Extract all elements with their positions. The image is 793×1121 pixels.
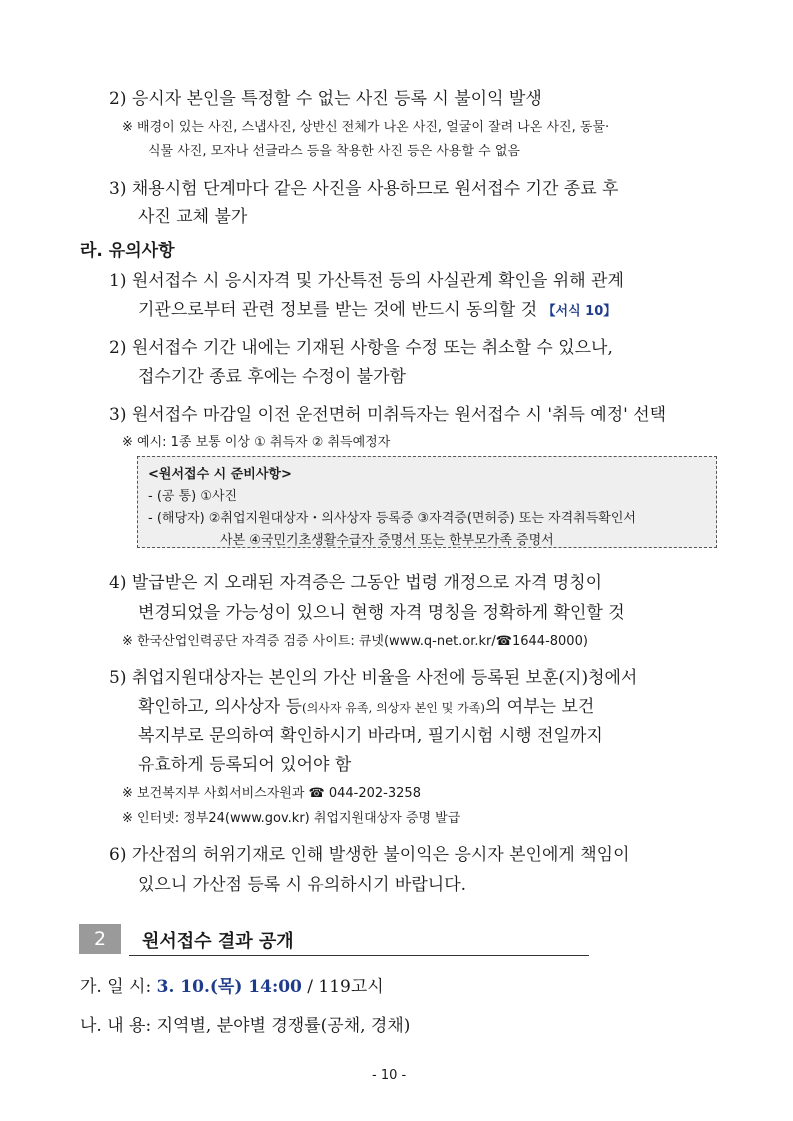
form-reference-tag: 【서식 10】 bbox=[542, 304, 617, 319]
ra-item-3-note: ※ 예시: 1종 보통 이상 ① 취득자 ② 취득예정자 bbox=[122, 435, 391, 450]
result-content-row: 나. 내 용: 지역별, 분야별 경쟁률(공채, 경채) bbox=[80, 1016, 411, 1036]
ra-item-1-cont: 기관으로부터 관련 정보를 받는 것에 반드시 동의할 것 【서식 10】 bbox=[138, 300, 617, 320]
item-3-photo-reuse: 3) 채용시험 단계마다 같은 사진을 사용하므로 원서접수 기간 종료 후 bbox=[109, 179, 619, 199]
ra-item-6: 6) 가산점의 허위기재로 인해 발생한 불이익은 응시자 본인에게 책임이 bbox=[109, 845, 630, 865]
ra-item-5-cont-3: 유효하게 등록되어 있어야 함 bbox=[138, 755, 352, 775]
preparation-box bbox=[137, 456, 717, 548]
section-2-underline bbox=[129, 955, 589, 956]
preparation-applicable: - (해당자) ②취업지원대상자・의사상자 등록증 ③자격증(면허증) 또는 자격취득확인서 bbox=[148, 511, 636, 526]
ra-item-5-cont-1: 확인하고, 의사상자 등(의사자 유족, 의상자 본인 및 가족)의 여부는 보건 bbox=[138, 697, 595, 717]
preparation-applicable-cont: 사본 ④국민기초생활수급자 증명서 또는 한부모가족 증명서 bbox=[220, 533, 554, 548]
ra-item-3: 3) 원서접수 마감일 이전 운전면허 미취득자는 원서접수 시 '취득 예정' 선택 bbox=[109, 405, 667, 425]
ra-item-5-note-2: ※ 인터넷: 정부24(www.gov.kr) 취업지원대상자 증명 발급 bbox=[122, 811, 461, 826]
ra-item-6-cont: 있으니 가산점 등록 시 유의하시기 바랍니다. bbox=[138, 875, 467, 895]
ra-item-2-cont: 접수기간 종료 후에는 수정이 불가함 bbox=[138, 367, 406, 387]
section-2-number: 2 bbox=[79, 924, 121, 954]
ra-item-4-cont: 변경되었을 가능성이 있으니 현행 자격 명칭을 정확하게 확인할 것 bbox=[138, 603, 625, 623]
ra-item-4: 4) 발급받은 지 오래된 자격증은 그동안 법령 개정으로 자격 명칭이 bbox=[109, 573, 603, 593]
preparation-common: - (공 통) ①사진 bbox=[148, 489, 238, 504]
ra-item-5: 5) 취업지원대상자는 본인의 가산 비율을 사전에 등록된 보훈(지)청에서 bbox=[109, 668, 638, 688]
ra-item-1: 1) 원서접수 시 응시자격 및 가산특전 등의 사실관계 확인을 위해 관계 bbox=[109, 271, 624, 291]
result-datetime-value: 3. 10.(목) 14:00 bbox=[156, 977, 302, 997]
result-datetime-row: 가. 일 시: 3. 10.(목) 14:00 / 119고시 bbox=[80, 977, 384, 997]
note-photo-1: ※ 배경이 있는 사진, 스냅사진, 상반신 전체가 나온 사진, 얼굴이 잘려 나온 사진, 동물· bbox=[122, 120, 610, 135]
section-2-title: 원서접수 결과 공개 bbox=[142, 931, 294, 952]
ra-item-5-note-1: ※ 보건복지부 사회서비스자원과 ☎ 044-202-3258 bbox=[122, 786, 421, 801]
preparation-box-title: <원서접수 시 준비사항> bbox=[148, 467, 292, 482]
ra-item-5-parenthetical: (의사자 유족, 의상자 본인 및 가족) bbox=[302, 701, 485, 715]
ra-item-5-cont-2: 복지부로 문의하여 확인하시기 바라며, 필기시험 시행 전일까지 bbox=[138, 726, 603, 746]
section-ra-title: 라. 유의사항 bbox=[80, 241, 175, 261]
page-number: - 10 - bbox=[372, 1068, 407, 1083]
note-photo-2: 식물 사진, 모자나 선글라스 등을 착용한 사진 등은 사용할 수 없음 bbox=[148, 144, 520, 159]
item-3-photo-reuse-cont: 사진 교체 불가 bbox=[138, 207, 248, 227]
item-2-photo-penalty: 2) 응시자 본인을 특정할 수 없는 사진 등록 시 불이익 발생 bbox=[109, 89, 542, 109]
ra-item-4-note: ※ 한국산업인력공단 자격증 검증 사이트: 큐넷(www.q-net.or.kr/☎1644-8000) bbox=[122, 634, 588, 649]
ra-item-2: 2) 원서접수 기간 내에는 기재된 사항을 수정 또는 취소할 수 있으나, bbox=[109, 338, 613, 358]
